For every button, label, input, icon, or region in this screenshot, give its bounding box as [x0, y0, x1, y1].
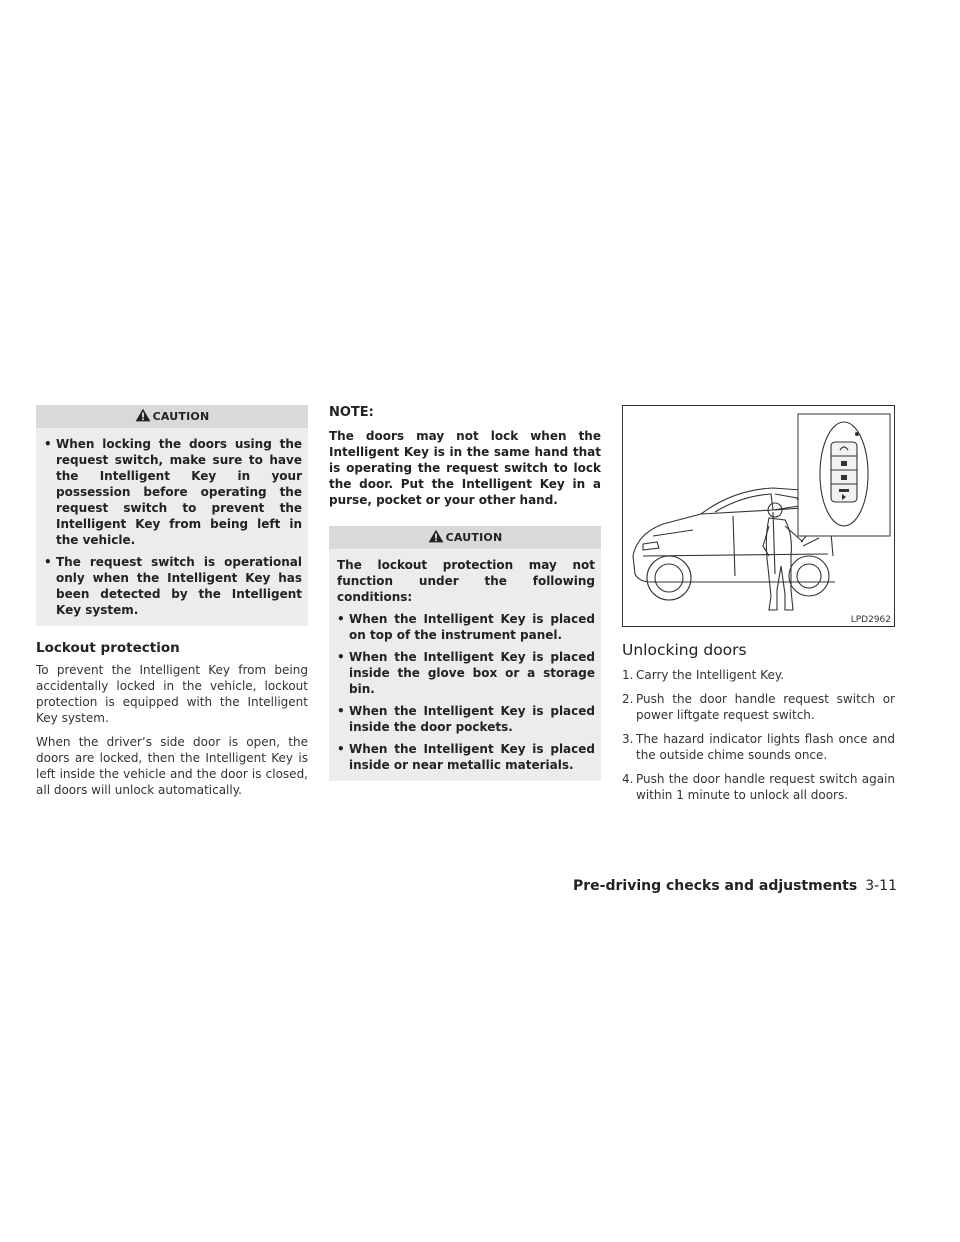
caution-bullet: • When the Intelligent Key is placed inside or near metallic materials.	[337, 742, 595, 772]
step-text: Push the door handle request switch or power liftgate request switch.	[636, 692, 895, 722]
caution-box-request-switch	[36, 405, 308, 626]
caution-intro: The lockout protection may not function under the following conditions:	[337, 558, 595, 604]
caution-bullet-text: When the Intelligent Key is placed inside the door pockets.	[349, 704, 595, 734]
step-number: 1.	[622, 668, 634, 682]
caution-body	[329, 549, 601, 781]
figure-intelligent-key	[622, 405, 895, 627]
step-number: 3.	[622, 732, 634, 746]
warning-icon	[428, 529, 444, 543]
step-item	[622, 691, 895, 723]
caution-box-lockout	[329, 526, 601, 781]
note-title: NOTE:	[329, 405, 374, 420]
caution-header	[36, 405, 308, 428]
caution-bullet: • When the Intelligent Key is placed inside the glove box or a storage bin.	[337, 650, 595, 696]
caution-bullet-text: When locking the doors using the request switch, make sure to have the Intelligent Key in your possession before operating the request switch to prevent the Intelligent Key from being left in the vehicle.	[56, 437, 302, 547]
page-number: 3-11	[865, 878, 897, 894]
caution-bullet-text: The request switch is operational only when the Intelligent Key has been detected by the Intelligent Key system.	[56, 555, 302, 617]
figure-label: LPD2962	[850, 615, 891, 625]
column-middle	[329, 405, 601, 781]
caution-body	[36, 428, 308, 626]
caution-label: CAUTION	[152, 410, 210, 423]
step-item	[622, 667, 895, 683]
warning-icon	[135, 408, 151, 422]
car-with-person-illustration	[623, 406, 894, 626]
caution-header	[329, 526, 601, 549]
unlocking-heading: Unlocking doors	[622, 641, 747, 659]
unlocking-steps	[622, 667, 895, 803]
lockout-heading: Lockout protection	[36, 640, 180, 656]
step-number: 4.	[622, 772, 634, 786]
caution-bullet: • When the Intelligent Key is placed on top of the instrument panel.	[337, 612, 595, 642]
note-text: The doors may not lock when the Intelligent Key is in the same hand that is operating the request switch to lock the door. Put the Intelligent Key in a purse, pocket or your other hand.	[329, 429, 601, 507]
step-number: 2.	[622, 692, 634, 706]
step-text: Push the door handle request switch again within 1 minute to unlock all doors.	[636, 772, 895, 802]
column-left	[36, 405, 308, 806]
caution-bullet-text: When the Intelligent Key is placed inside or near metallic materials.	[349, 742, 595, 772]
step-text: The hazard indicator lights flash once and the outside chime sounds once.	[636, 732, 895, 762]
step-text: Carry the Intelligent Key.	[636, 668, 785, 682]
caution-bullet-text: When the Intelligent Key is placed inside the glove box or a storage bin.	[349, 650, 595, 696]
page-footer	[573, 878, 897, 894]
caution-bullet-text: When the Intelligent Key is placed on top of the instrument panel.	[349, 612, 595, 642]
lockout-paragraph: When the driver’s side door is open, the doors are locked, then the Intelligent Key is left inside the vehicle and the door is closed, all doors will unlock automatically.	[36, 735, 308, 797]
step-item	[622, 771, 895, 803]
caution-bullet: • When the Intelligent Key is placed inside the door pockets.	[337, 704, 595, 734]
caution-bullet: • The request switch is operational only when the Intelligent Key has been detected by the Intelligent Key system.	[44, 555, 302, 617]
step-item	[622, 731, 895, 763]
lockout-paragraph: To prevent the Intelligent Key from being accidentally locked in the vehicle, lockout protection is equipped with the Intelligent Key system.	[36, 663, 308, 725]
column-right	[622, 405, 895, 811]
caution-bullet: • When locking the doors using the request switch, make sure to have the Intelligent Key in your possession before operating the request switch to prevent the Intelligent Key from being left in the vehicle.	[44, 437, 302, 547]
section-title: Pre-driving checks and adjustments	[573, 878, 858, 894]
caution-label: CAUTION	[445, 531, 503, 544]
